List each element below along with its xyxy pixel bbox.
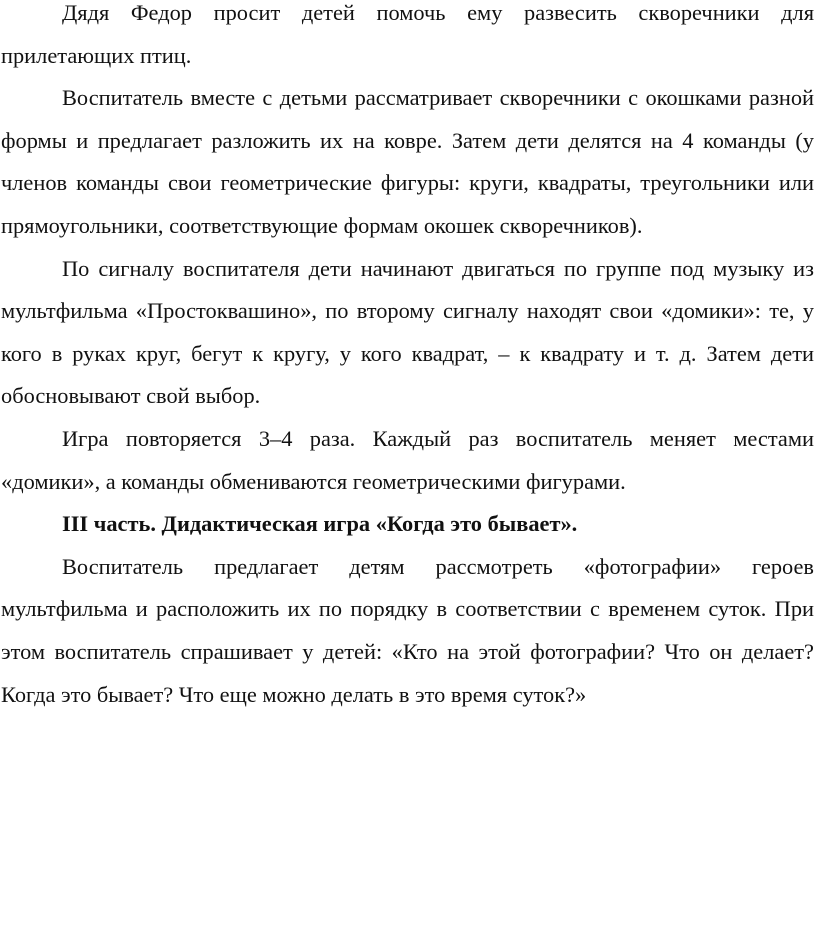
paragraph-uncle-fyodor-request: Дядя Федор просит детей помочь ему развесить скворечники для прилетающих птиц. xyxy=(1,0,814,68)
paragraph-signal-game: По сигналу воспитателя дети начинают двигаться по группе под музыку из мультфильма «Простоквашино», по второму сигналу находят свои «домики»: те, у кого в руках круг, бегут к кругу, у кого квадрат, – к квадрату и т. д. Затем дети обосновывают свой выбор. xyxy=(1,255,814,409)
section-heading: III часть. Дидактическая игра «Когда это бывает». xyxy=(62,511,578,537)
paragraph-game-repeat: Игра повторяется 3–4 раза. Каждый раз воспитатель меняет местами «домики», а команды обмениваются геометрическими фигурами. xyxy=(1,425,814,494)
paragraph-photos-task: Воспитатель предлагает детям рассмотреть «фотографии» героев мультфильма и расположить их по порядку в соответствии с временем суток. При этом воспитатель спрашивает у детей: «Кто на этой фотографии? Что он делает? Когда это бывает? Что еще можно делать в это время суток?» xyxy=(1,553,814,707)
paragraph-birdhouses-teams: Воспитатель вместе с детьми рассматривает скворечники с окошками разной формы и предлагает разложить их на ковре. Затем дети делятся на 4 команды (у членов команды свои геометрические фигуры: круги, квадраты, треугольники или прямоугольники, соответствующие формам окошек скворечников). xyxy=(1,85,814,238)
